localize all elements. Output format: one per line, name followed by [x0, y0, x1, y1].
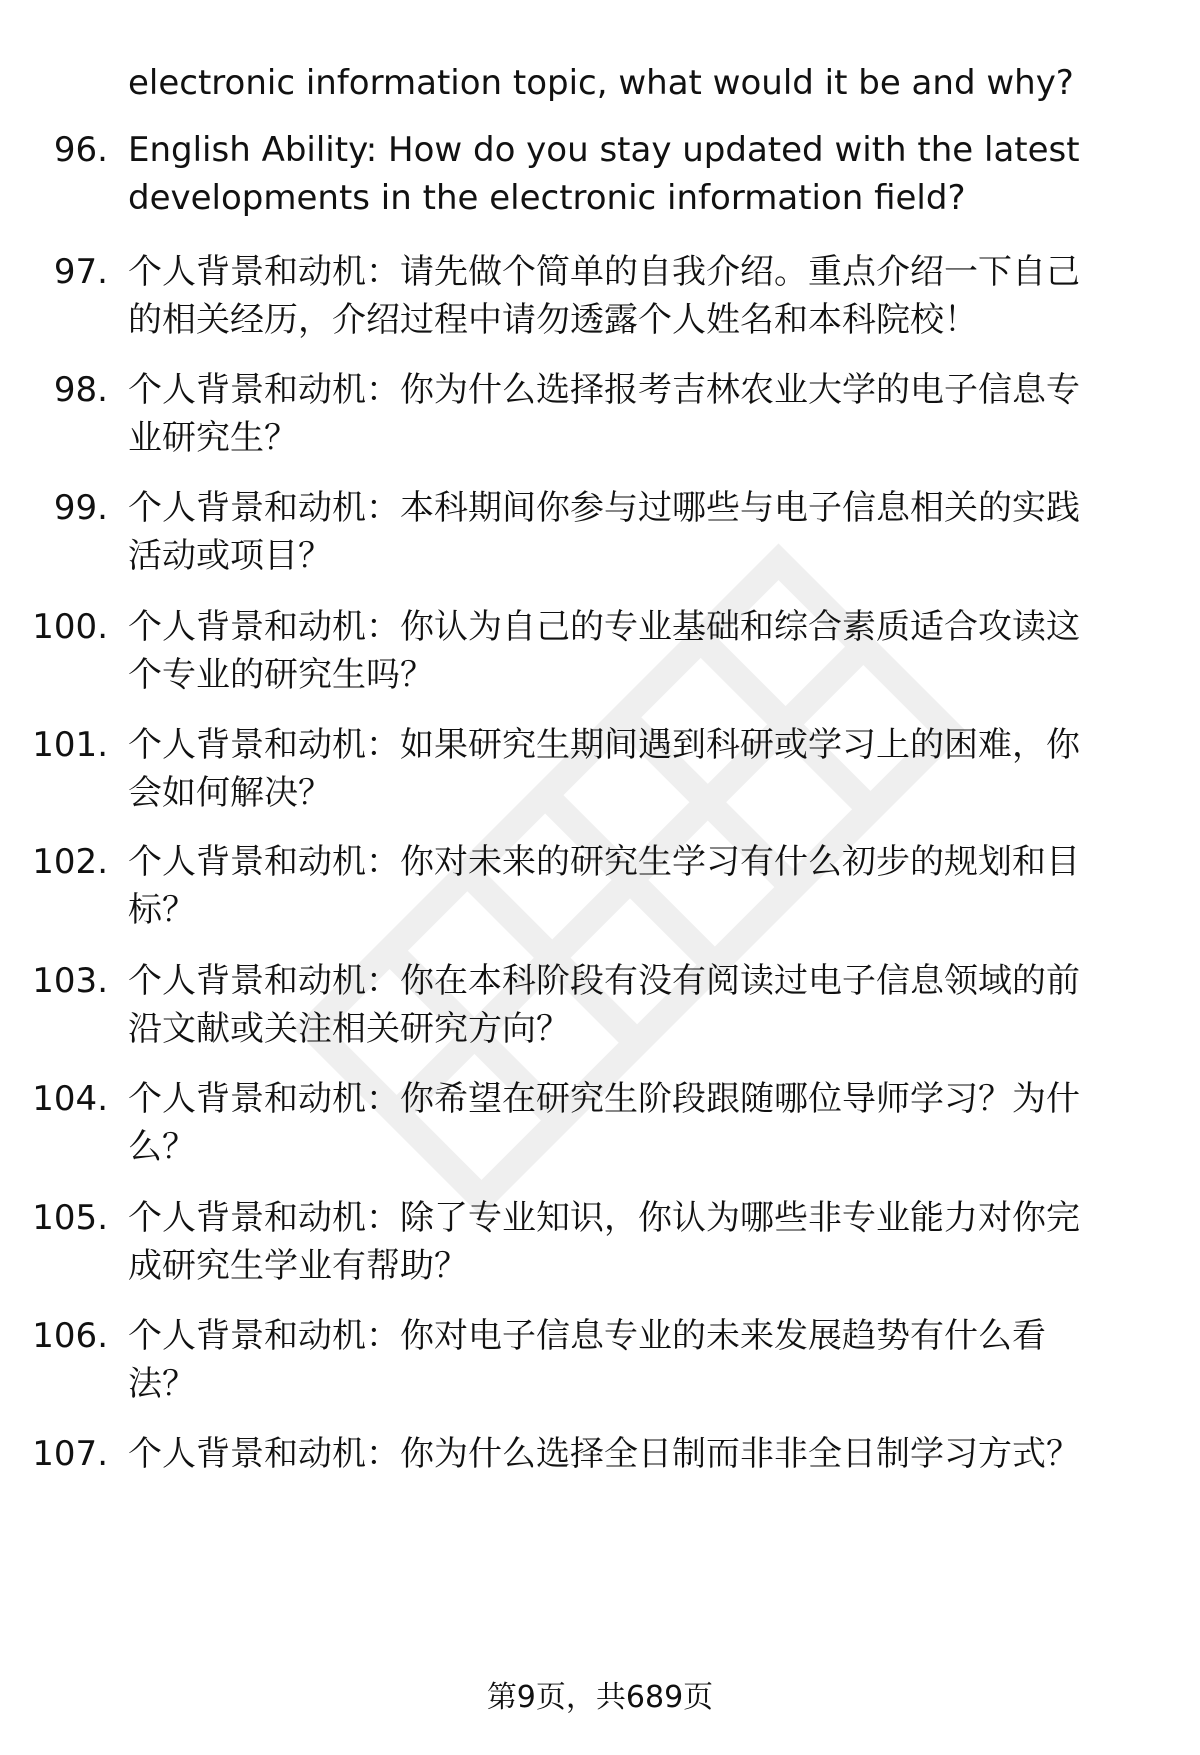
question-text-line: 个人背景和动机：如果研究生期间遇到科研或学习上的困难，你: [128, 725, 1080, 765]
page-footer: 第9页，共689页: [486, 1680, 714, 1715]
question-text-line: 个人背景和动机：你在本科阶段有没有阅读过电子信息领域的前: [128, 961, 1080, 1001]
question-text: [128, 1430, 1148, 1478]
question-text-line: 的相关经历，介绍过程中请勿透露个人姓名和本科院校！: [128, 300, 978, 340]
question-text-line: 活动或项目？: [128, 536, 332, 576]
question-text: [128, 603, 1148, 699]
question-text: [128, 1312, 1148, 1408]
question-number: 102.: [32, 842, 108, 882]
question-text-line: 个人背景和动机：你为什么选择全日制而非非全日制学习方式？: [128, 1434, 1080, 1474]
question-text: [128, 838, 1148, 934]
question-text-line: developments in the electronic information field?: [128, 178, 966, 218]
question-text: [128, 366, 1148, 462]
question-number: 96.: [53, 130, 108, 170]
continued-question-text: electronic information topic, what would it be and why?: [128, 63, 1074, 103]
question-text-line: 个人背景和动机：你对未来的研究生学习有什么初步的规划和目: [128, 842, 1080, 882]
question-text-line: 法？: [128, 1364, 196, 1404]
question-number: 97.: [53, 252, 108, 292]
question-text-line: 会如何解决？: [128, 773, 332, 813]
question-text: [128, 248, 1148, 344]
question-number: 104.: [32, 1079, 108, 1119]
question-text: [128, 957, 1148, 1053]
question-number: 107.: [32, 1434, 108, 1474]
question-text-line: 个人背景和动机：除了专业知识，你认为哪些非专业能力对你完: [128, 1198, 1080, 1238]
question-number: 105.: [32, 1198, 108, 1238]
question-text-line: 个人背景和动机：你希望在研究生阶段跟随哪位导师学习？为什: [128, 1079, 1080, 1119]
question-text: [128, 1194, 1148, 1290]
question-text-line: 个人背景和动机：你对电子信息专业的未来发展趋势有什么看: [128, 1316, 1046, 1356]
question-text-line: 个人背景和动机：你认为自己的专业基础和综合素质适合攻读这: [128, 607, 1080, 647]
question-number: 99.: [53, 488, 108, 528]
question-text-line: 沿文献或关注相关研究方向？: [128, 1009, 570, 1049]
question-text: [128, 126, 1148, 222]
question-number: 106.: [32, 1316, 108, 1356]
question-number: 100.: [32, 607, 108, 647]
question-number: 103.: [32, 961, 108, 1001]
question-text-line: 业研究生？: [128, 418, 298, 458]
question-text-line: 么？: [128, 1127, 196, 1167]
question-text-line: 标？: [128, 890, 196, 930]
question-text-line: 个人背景和动机：本科期间你参与过哪些与电子信息相关的实践: [128, 488, 1080, 528]
question-text-line: English Ability: How do you stay updated with the latest: [128, 130, 1080, 170]
question-number: 98.: [53, 370, 108, 410]
question-text-line: 个人背景和动机：你为什么选择报考吉林农业大学的电子信息专: [128, 370, 1080, 410]
question-text-line: 成研究生学业有帮助？: [128, 1246, 468, 1286]
question-text-line: 个人背景和动机：请先做个简单的自我介绍。重点介绍一下自己: [128, 252, 1080, 292]
question-text-line: 个专业的研究生吗？: [128, 655, 434, 695]
question-text: [128, 1075, 1148, 1171]
question-text: [128, 721, 1148, 817]
question-text: [128, 484, 1148, 580]
question-number: 101.: [32, 725, 108, 765]
